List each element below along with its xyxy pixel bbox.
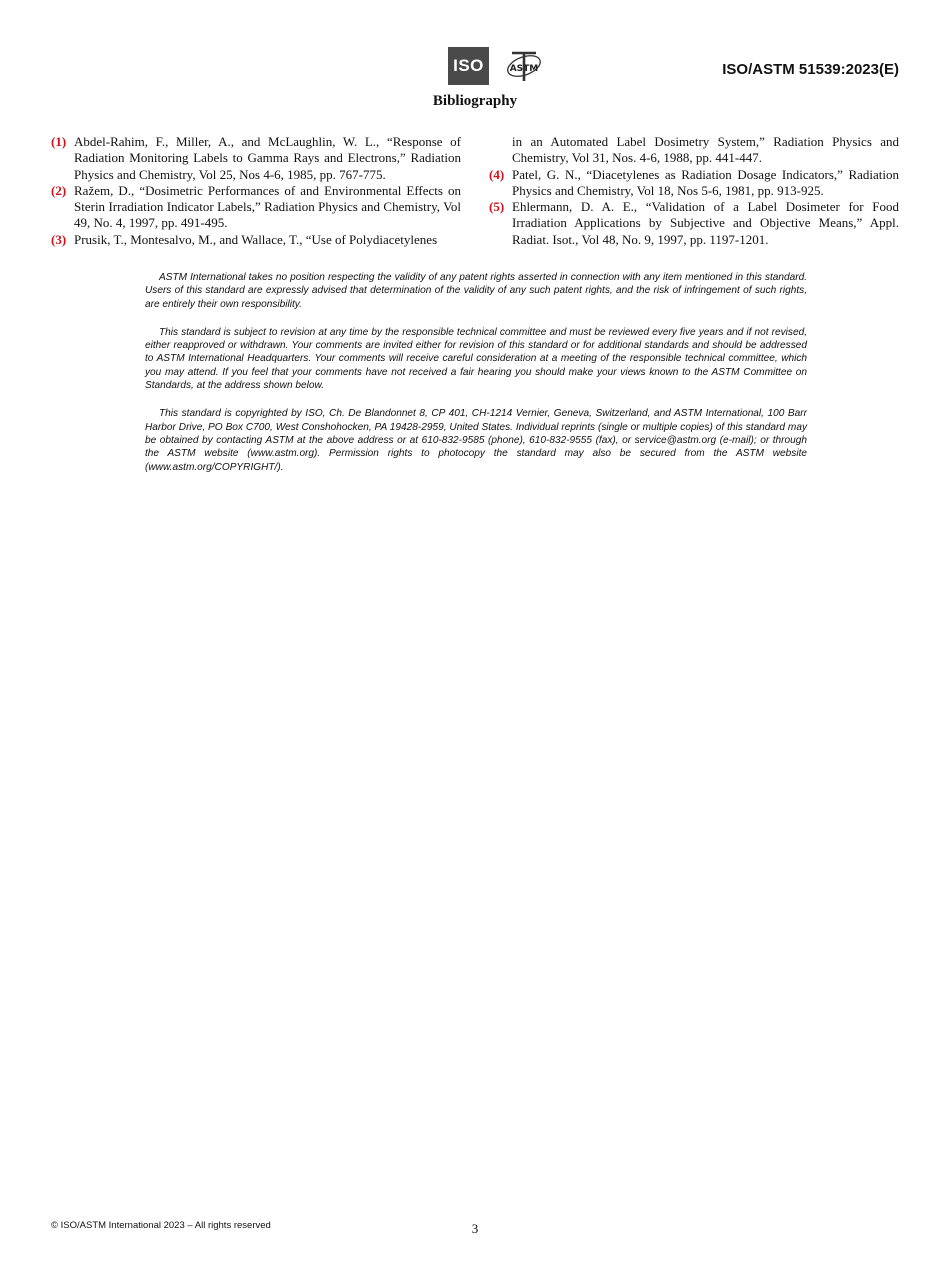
reference-number: (2) [51,182,67,198]
footer-copyright: © ISO/ASTM International 2023 – All rights reserved [51,1220,271,1231]
bibliography-column-right [489,134,899,248]
reference-number: (1) [51,134,67,149]
reference-3 [51,232,461,248]
astm-logo [504,47,544,85]
reference-number: (4) [489,166,505,182]
page-number: 3 [471,1221,479,1236]
document-id: ISO/ASTM 51539:2023(E) [722,61,899,78]
copyright-notice: This standard is copyrighted by ISO, Ch. De Blandonnet 8, CP 401, CH-1214 Vernier, Geneva, Switzerland, and ASTM International, 100 Barr Harbor Drive, PO Box C700, West Conshohocken, PA 19428-2959, United States. Individual reprints (single or multiple copies) of this standard may be obtained by contacting ASTM at the above address or at 610-832-9585 (phone), 610-832-9555 (fax), or service@astm.org (e-mail); or through the ASTM website (www.astm.org). Permission rights to photocopy the standard may also be secured from the ASTM website (www.astm.org/COPYRIGHT/). [145,408,807,473]
reference-text: in an Automated Label Dosimetry System,” Radiation Physics and Chemistry, Vol 31, Nos. 4-6, 1988, pp. 441-447. [512,134,899,166]
reference-text: Ehlermann, D. A. E., “Validation of a Label Dosimeter for Food Irradiation Applications by Subjective and Objective Means,” Appl. Radiat. Isot., Vol 48, No. 9, 1997, pp. 1197-1201. [512,199,899,247]
reference-2 [51,183,461,232]
reference-text: Abdel-Rahim, F., Miller, A., and McLaughlin, W. L., “Response of Radiation Monitoring Labels to Gamma Rays and Electrons,” Radiation Physics and Chemistry, Vol 25, Nos 4-6, 1985, pp. 767-775. [74,134,461,182]
reference-5 [489,199,899,248]
bibliography-title: Bibliography [432,93,518,109]
reference-3-continuation [489,134,899,167]
iso-logo-text: ISO [453,56,484,75]
reference-4 [489,167,899,200]
iso-logo [448,47,489,85]
reference-number: (3) [51,231,67,247]
revision-notice: This standard is subject to revision at any time by the responsible technical committee and must be reviewed every five years and if not revised, either reapproved or withdrawn. Your comments are invited either for revision of this standard or for additional standards and should be addressed to ASTM International Headquarters. Your comments will receive careful consideration at a meeting of the responsible technical committee, which you may attend. If you feel that your comments have not received a fair hearing you should make your views known to the ASTM Committee on Standards, at the address shown below. [145,326,807,392]
reference-number: (5) [489,199,505,215]
reference-text: Patel, G. N., “Diacetylenes as Radiation Dosage Indicators,” Radiation Physics and Chemistry, Vol 18, Nos 5-6, 1981, pp. 913-925. [512,166,899,198]
patent-notice: ASTM International takes no position respecting the validity of any patent rights asserted in connection with any item mentioned in this standard. Users of this standard are expressly advised that determination of the validity of any such patent rights, and the risk of infringement of such rights, are entirely their own responsibility. [145,272,807,310]
legal-notices [145,271,807,489]
reference-text: Prusik, T., Montesalvo, M., and Wallace, T., “Use of Polydiacetylenes [74,231,438,247]
reference-1 [51,134,461,183]
reference-text: Ražem, D., “Dosimetric Performances of and Environmental Effects on Sterin Irradiation Indicator Labels,” Radiation Physics and Chemistry, Vol 49, No. 4, 1997, pp. 491-495. [74,182,461,231]
astm-logo-text: ASTM [509,64,539,74]
bibliography-column-left [51,134,461,248]
